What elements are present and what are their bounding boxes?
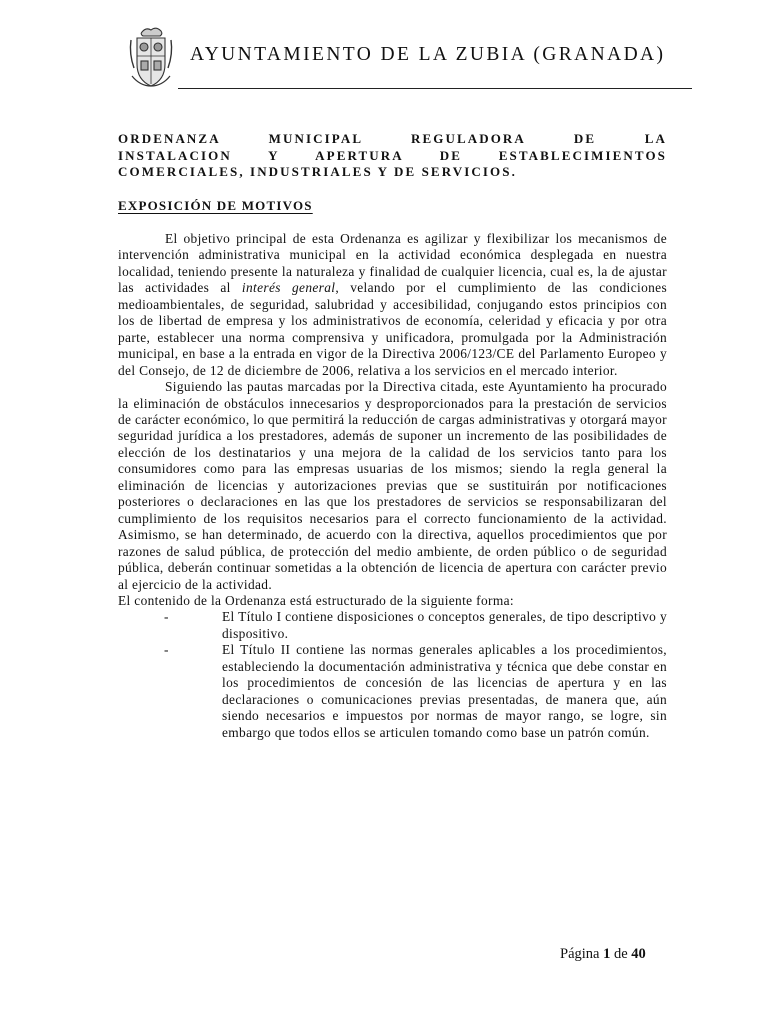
page-current: 1 xyxy=(603,946,611,962)
paragraph-text: , velando por el cumplimiento de las condiciones medioambientales, de seguridad, salubridad y accesibilidad, conjugando estos principios con los de libertad de empresa y los administrativos de economía, celeridad y eficacia y por otra parte, establecer una norma comprensiva y unificadora, promulgada por la Administración municipal, en base a la entrada en vigor de la Directiva 2006/123/CE del Parlamento Europeo y del Consejo, de 12 de diciembre de 2006, relativa a los servicios en el mercado interior. xyxy=(118,280,668,378)
municipality-title: AYUNTAMIENTO DE LA ZUBIA (GRANADA) xyxy=(190,44,666,65)
emphasis-text: interés general xyxy=(241,280,336,296)
structure-list xyxy=(118,609,667,741)
paragraph xyxy=(118,231,667,379)
page-label: Página xyxy=(560,946,600,962)
list-item-text: El Título II contiene las normas generales aplicables a los procedimientos, estableciendo la documentación administrativa y técnica que debe constar en los procedimientos de concesión de las licencias de apertura y en las declaraciones o comunicaciones previas presentadas, de manera que, aún siendo necesarios e impuestos por normas de mayor rango, se logre, sin embargo que todos ellos se articulen tomando como base un patrón común. xyxy=(222,642,667,740)
list-item-text: El Título I contiene disposiciones o conceptos generales, de tipo descriptivo y dispositivo. xyxy=(222,609,667,641)
page-number xyxy=(560,946,646,963)
list-marker: - xyxy=(164,642,169,658)
page-total: 40 xyxy=(631,946,646,962)
ordinance-title-line: INSTALACION Y APERTURA DE ESTABLECIMIENTOS xyxy=(118,147,667,163)
list-item xyxy=(118,609,667,642)
list-item xyxy=(118,642,667,741)
document-body xyxy=(118,231,667,741)
ordinance-title-line: COMERCIALES, INDUSTRIALES Y DE SERVICIOS. xyxy=(118,164,517,179)
section-heading: EXPOSICIÓN DE MOTIVOS xyxy=(118,198,313,213)
page-of: de xyxy=(613,946,628,962)
paragraph: El contenido de la Ordenanza está estructurado de la siguiente forma: xyxy=(118,592,514,608)
list-marker: - xyxy=(164,609,169,625)
paragraph: Siguiendo las pautas marcadas por la Directiva citada, este Ayuntamiento ha procurado la eliminación de obstáculos innecesarios y desproporcionados para la prestación de servicios de carácter económico, lo que permitirá la reducción de cargas administrativas y otorgará mayor seguridad jurídica a los prestadores, además de suponer un incremento de las posibilidades de elección de los destinatarios y una mejora de la calidad de los servicios tanto para los consumidores como para las empresas usuarias de los mismos; siendo la regla general la eliminación de licencias y autorizaciones previas que se sustituirán por notificaciones posteriores o declaraciones en las que los prestadores de servicios se responsabilizaran del cumplimiento de los requisitos necesarios para el correcto funcionamiento de la actividad. Asimismo, se han determinado, de acuerdo con la directiva, aquellos procedimientos que por razones de salud pública, de protección del medio ambiente, de orden público o de seguridad pública, deberán continuar sometidas a la obtención de licencia de apertura con carácter previo al ejercicio de la actividad. xyxy=(118,379,667,592)
header-divider xyxy=(178,88,692,89)
paragraph-text: El objetivo principal de esta Ordenanza es agilizar y flexibilizar los mecanismos de intervención administrativa municipal en la actividad económica desplegada en nuestra localidad, teniendo presente la naturaleza y finalidad de cualquier licencia, cual es, la de ajustar las actividades al xyxy=(118,231,667,296)
ordinance-title-line: ORDENANZA MUNICIPAL REGULADORA DE LA xyxy=(118,131,667,146)
ordinance-title xyxy=(118,131,667,181)
coat-of-arms-icon xyxy=(128,26,174,90)
